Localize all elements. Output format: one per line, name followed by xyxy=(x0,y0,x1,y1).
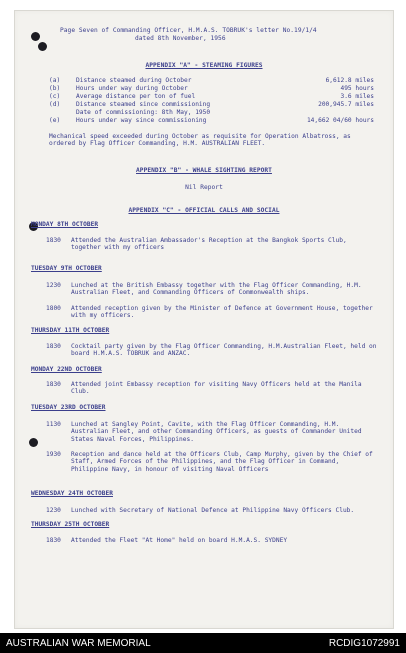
entry-text: Reception and dance held at the Officers Club, Camp Murphy, given by the Chief of Staff, Armed Forces of the Philippines, and the Flag Officer in Command, Philippine Navy, in honour of visiting Naval Officers xyxy=(71,451,373,473)
row-mark: (a) xyxy=(49,77,61,84)
entry-time: 1230 xyxy=(46,507,61,514)
day-heading: TUESDAY 9TH OCTOBER xyxy=(31,265,102,272)
row-value: 495 hours xyxy=(340,85,374,92)
row-value: 3.6 miles xyxy=(340,93,374,100)
archive-id: RCDIG1072991 xyxy=(328,638,400,649)
entry-text: Lunched at Sangley Point, Cavite, with the Flag Officer Commanding, H.M. Australian Fleet, and other Commanding Officers, as guests of Commander United States Naval Forces, Philippines. xyxy=(71,421,362,443)
entry-text: Attended joint Embassy reception for visiting Navy Officers held at the Manila Club. xyxy=(71,381,362,396)
archive-name: AUSTRALIAN WAR MEMORIAL xyxy=(6,638,151,649)
appendix-a-note: Mechanical speed exceeded during October as requisite for Operation Albatross, as ordered by Flag Officer Commanding, H.M. AUSTRALIAN FLEET. xyxy=(49,133,351,148)
entry-text: Attended reception given by the Minister of Defence at Government House, together with my officers. xyxy=(71,305,373,320)
entry-time: 1830 xyxy=(46,381,61,388)
entry-time: 1930 xyxy=(46,451,61,458)
appendix-b-body: Nil Report xyxy=(185,184,223,191)
document-page xyxy=(14,10,394,629)
entry-text: Lunched with Secretary of National Defence at Philippine Navy Officers Club. xyxy=(71,507,355,514)
row-label: Distance steamed during October xyxy=(76,77,192,84)
day-heading: THURSDAY 25TH OCTOBER xyxy=(31,521,110,528)
letter-reference: Page Seven of Commanding Officer, H.M.A.S. TOBRUK's letter No.19/1/4 xyxy=(60,27,317,34)
entry-time: 1230 xyxy=(46,282,61,289)
entry-text: Attended the Fleet "At Home" held on board H.M.A.S. SYDNEY xyxy=(71,537,288,544)
day-heading: THURSDAY 11TH OCTOBER xyxy=(31,327,110,334)
row-mark: (b) xyxy=(49,85,61,92)
punch-hole xyxy=(29,438,38,447)
appendix-a-title: APPENDIX "A" - STEAMING FIGURES xyxy=(145,62,263,69)
day-heading: MONDAY 8TH OCTOBER xyxy=(31,221,99,228)
archive-footer xyxy=(0,633,406,653)
row-label: Date of commissioning: 8th May, 1950 xyxy=(76,109,211,116)
entry-text: Lunched at the British Embassy together with the Flag Officer Commanding, H.M. Australian Fleet, and Commanding Officers of Commonwealth ships. xyxy=(71,282,362,297)
appendix-c-title: APPENDIX "C" - OFFICIAL CALLS AND SOCIAL xyxy=(128,207,280,214)
entry-time: 1830 xyxy=(46,343,61,350)
row-label: Hours under way since commissioning xyxy=(76,117,207,124)
entry-time: 1830 xyxy=(46,537,61,544)
letter-date: dated 8th November, 1956 xyxy=(135,35,226,42)
appendix-b-title: APPENDIX "B" - WHALE SIGHTING REPORT xyxy=(136,167,272,174)
day-heading: WEDNESDAY 24TH OCTOBER xyxy=(31,490,113,497)
row-mark: (d) xyxy=(49,101,61,108)
punch-hole xyxy=(38,42,47,51)
day-heading: TUESDAY 23RD OCTOBER xyxy=(31,404,106,411)
row-value: 200,945.7 miles xyxy=(318,101,374,108)
entry-time: 1830 xyxy=(46,237,61,244)
entry-text: Attended the Australian Ambassador's Reception at the Bangkok Sports Club, together with my officers xyxy=(71,237,347,252)
row-value: 14,662 04/60 hours xyxy=(306,117,374,124)
row-label: Hours under way during October xyxy=(76,85,188,92)
row-value: 6,612.8 miles xyxy=(325,77,374,84)
entry-text: Cocktail party given by the Flag Officer Commanding, H.M.Australian Fleet, held on board H.M.A.S. TOBRUK and ANZAC. xyxy=(71,343,377,358)
row-mark: (c) xyxy=(49,93,61,100)
row-mark: (e) xyxy=(49,117,61,124)
punch-hole xyxy=(31,32,40,41)
entry-time: 1800 xyxy=(46,305,61,312)
entry-time: 1130 xyxy=(46,421,61,428)
row-label: Distance steamed since commissioning xyxy=(76,101,211,108)
day-heading: MONDAY 22ND OCTOBER xyxy=(31,366,102,373)
row-label: Average distance per ton of fuel xyxy=(76,93,196,100)
